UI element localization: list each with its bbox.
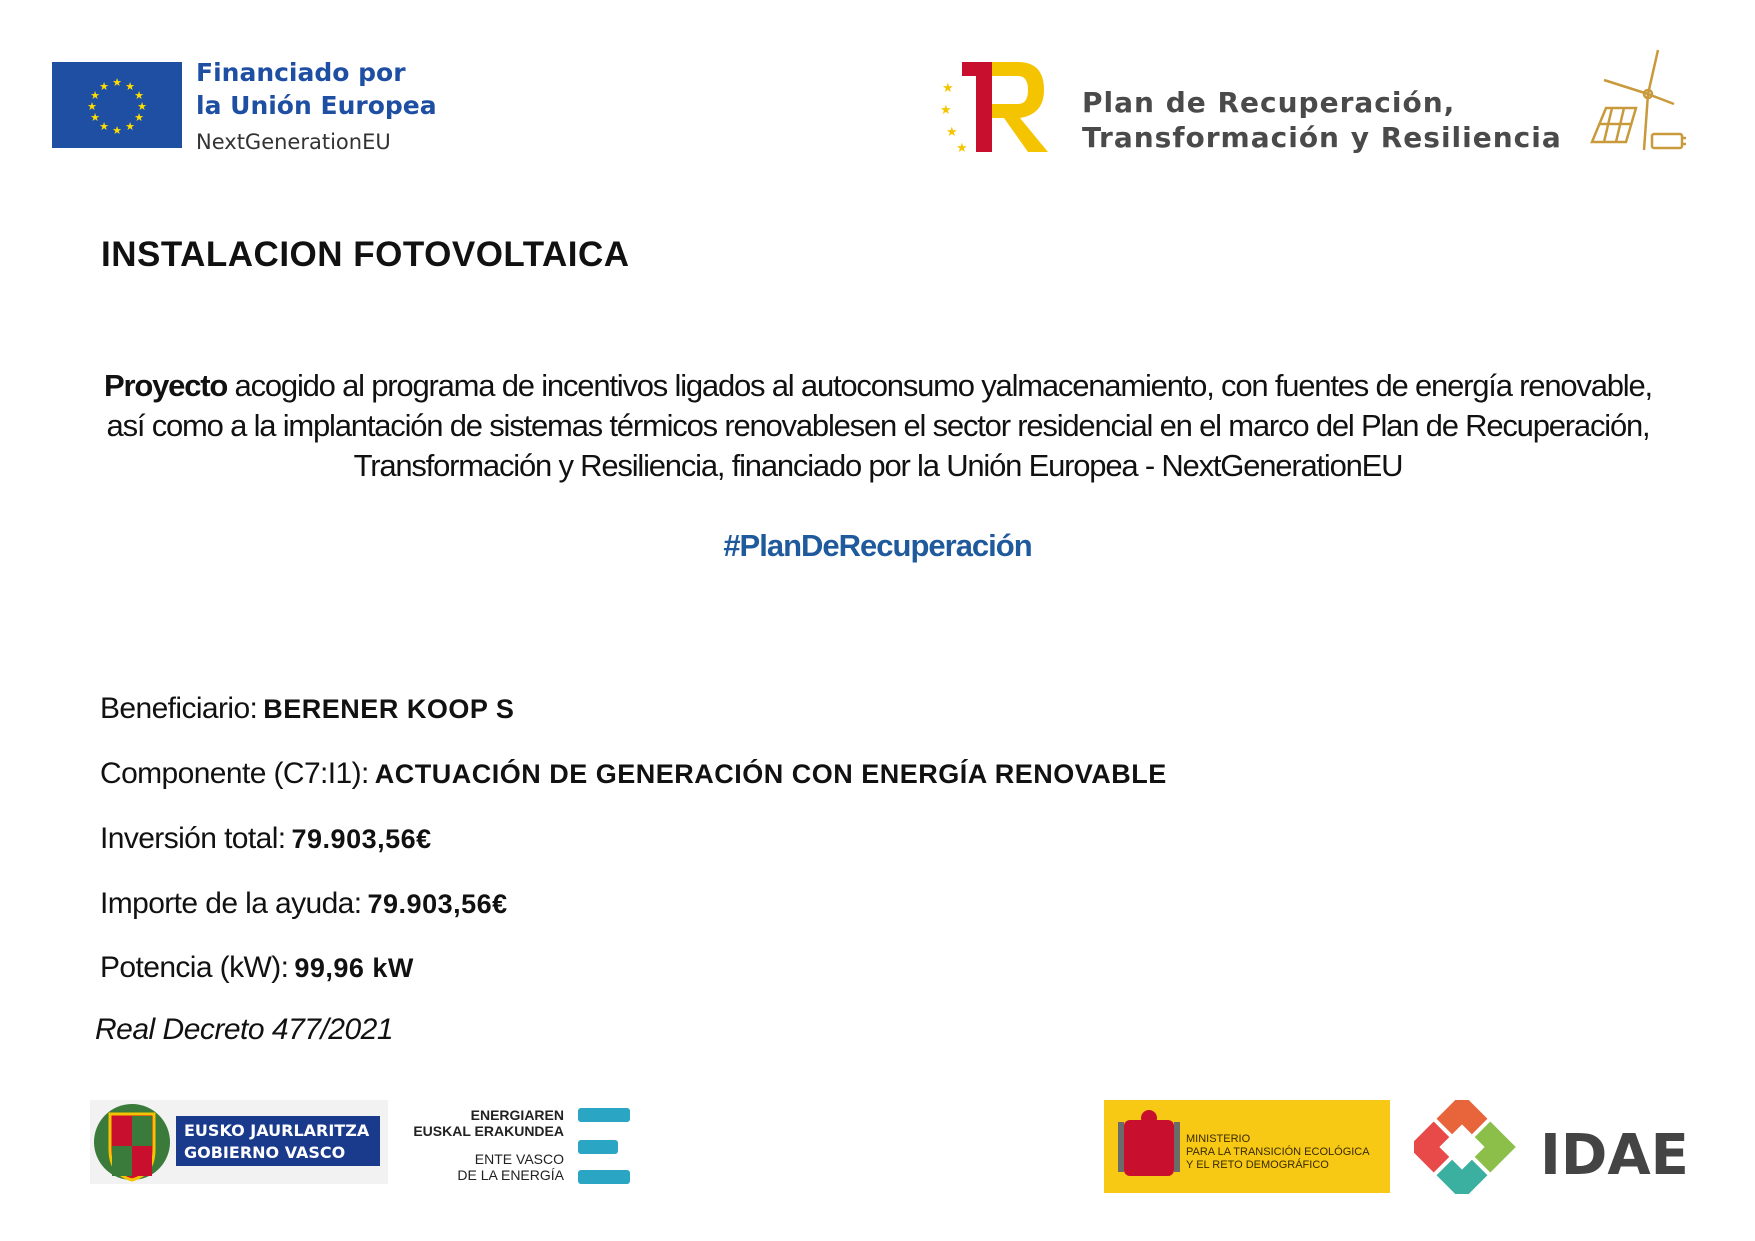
intro-lead: Proyecto <box>104 368 228 403</box>
field-potencia <box>100 951 414 985</box>
svg-text:★: ★ <box>137 100 147 113</box>
field-value: 79.903,56€ <box>291 824 432 854</box>
field-inversion <box>100 822 432 856</box>
svg-text:★: ★ <box>940 103 952 118</box>
field-label: Importe de la ayuda: <box>100 887 362 920</box>
ministerio-line3: Y EL RETO DEMOGRÁFICO <box>1186 1159 1329 1171</box>
field-beneficiario <box>100 692 514 726</box>
svg-text:★: ★ <box>112 76 122 89</box>
field-componente <box>100 757 1167 791</box>
field-label: Componente (C7:I1): <box>100 757 369 790</box>
svg-text:★: ★ <box>112 124 122 137</box>
ministerio-logo <box>1104 1100 1390 1193</box>
field-label: Potencia (kW): <box>100 951 289 984</box>
svg-text:★: ★ <box>87 100 97 113</box>
field-value: 99,96 kW <box>294 953 414 983</box>
svg-text:★: ★ <box>134 111 144 124</box>
field-value: BERENER KOOP S <box>263 694 515 724</box>
idae-logo <box>1414 1100 1704 1194</box>
svg-text:★: ★ <box>942 81 954 96</box>
ministerio-line1: MINISTERIO <box>1186 1133 1251 1145</box>
gv-line2: GOBIERNO VASCO <box>184 1143 346 1162</box>
prtr-title-line2: Transformación y Resiliencia <box>1082 121 1562 154</box>
field-label: Beneficiario: <box>100 692 258 725</box>
svg-text:★: ★ <box>90 111 100 124</box>
eve-line3: ENTE VASCO <box>474 1151 564 1167</box>
field-value: 79.903,56€ <box>367 889 508 919</box>
eu-funding-line2: la Unión Europea <box>196 91 437 120</box>
idae-label: IDAE <box>1540 1123 1689 1188</box>
svg-text:★: ★ <box>946 125 958 140</box>
svg-text:★: ★ <box>134 89 144 102</box>
svg-text:★: ★ <box>956 141 968 156</box>
ministerio-line2: PARA LA TRANSICIÓN ECOLÓGICA <box>1186 1146 1370 1158</box>
eve-line4: DE LA ENERGÍA <box>457 1167 564 1183</box>
svg-text:★: ★ <box>125 80 135 93</box>
field-label: Inversión total: <box>100 822 286 855</box>
svg-text:★: ★ <box>99 120 109 133</box>
field-value: ACTUACIÓN DE GENERACIÓN CON ENERGÍA RENOVABLE <box>374 759 1167 789</box>
gobierno-vasco-logo <box>90 1100 388 1184</box>
intro-text: acogido al programa de incentivos ligados al autoconsumo yalmacenamiento, con fuentes de energía renovable, así como a la implantación de sistemas térmicos renovablesen el sector residencial en el marco del Plan de Recuperación, Transformación y Resiliencia, financiado por la Unión Europea - NextGenerationEU <box>106 368 1652 483</box>
decree-reference: Real Decreto 477/2021 <box>95 1013 394 1046</box>
eu-funding-line1: Financiado por <box>196 58 406 87</box>
document-title: INSTALACION FOTOVOLTAICA <box>101 235 630 274</box>
field-importe <box>100 887 508 921</box>
svg-text:★: ★ <box>99 80 109 93</box>
intro-paragraph <box>88 366 1668 486</box>
eve-logo <box>404 1104 634 1188</box>
svg-text:★: ★ <box>90 89 100 102</box>
hashtag: #PlanDeRecuperación <box>723 528 1032 563</box>
eu-stars-icon <box>52 62 182 148</box>
eve-line1: ENERGIAREN <box>470 1107 564 1123</box>
prtr-logo <box>940 56 1058 156</box>
gv-line1: EUSKO JAURLARITZA <box>184 1121 370 1140</box>
prtr-title-line1: Plan de Recuperación, <box>1082 86 1456 119</box>
svg-text:★: ★ <box>125 120 135 133</box>
eve-line2: EUSKAL ERAKUNDEA <box>413 1123 564 1139</box>
renewable-energy-icon <box>1578 46 1694 162</box>
eu-funding-line3: NextGenerationEU <box>196 130 391 154</box>
eu-flag <box>52 62 182 148</box>
